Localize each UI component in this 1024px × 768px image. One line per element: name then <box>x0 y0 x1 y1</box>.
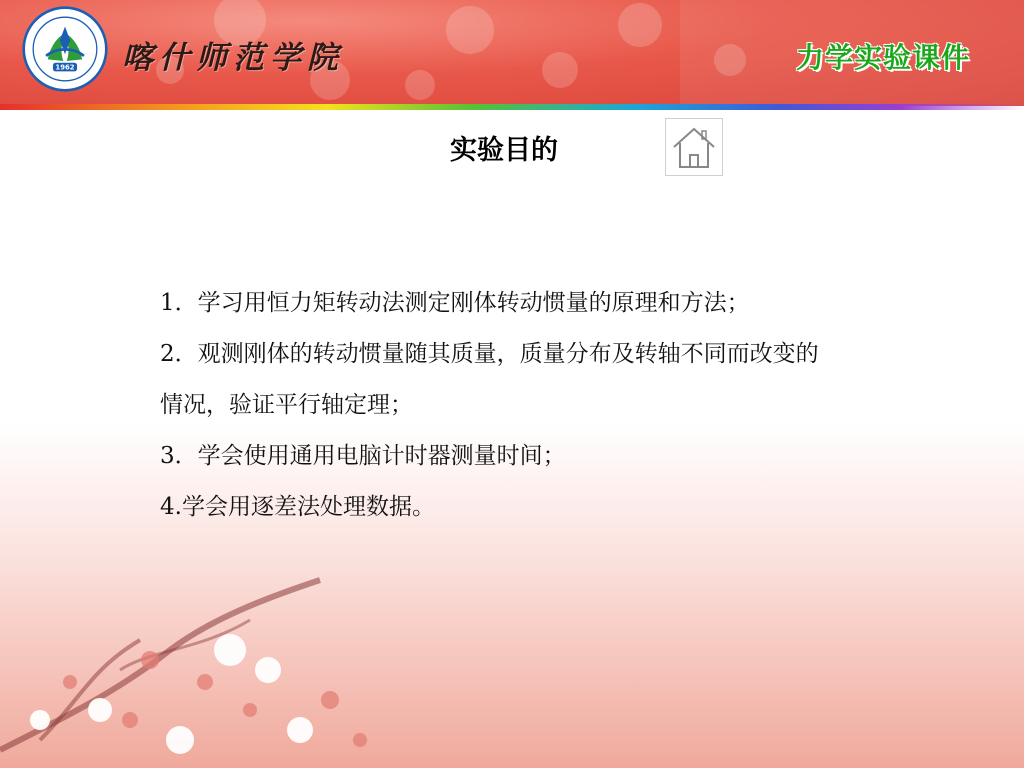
page-title: 实验目的 <box>450 135 558 166</box>
objective-item: 2．观测刚体的转动惯量随其质量，质量分布及转轴不同而改变的情况，验证平行轴定理； <box>160 341 819 418</box>
objective-item: 3．学会使用通用电脑计时器测量时间； <box>160 443 566 469</box>
rainbow-divider <box>0 104 1024 110</box>
objective-item: 1．学习用恒力矩转动法测定刚体转动惯量的原理和方法； <box>160 290 750 316</box>
home-button[interactable] <box>665 118 723 176</box>
school-logo <box>22 6 108 92</box>
header-banner <box>0 0 1024 106</box>
home-icon <box>666 119 722 175</box>
school-name: 喀什师范学院 <box>122 40 344 76</box>
course-title-tag: 力学实验课件 <box>796 41 971 74</box>
objective-item: 4.学会用逐差法处理数据。 <box>160 494 435 520</box>
logo-year: 1962 <box>55 63 75 72</box>
objectives-list <box>160 278 840 533</box>
